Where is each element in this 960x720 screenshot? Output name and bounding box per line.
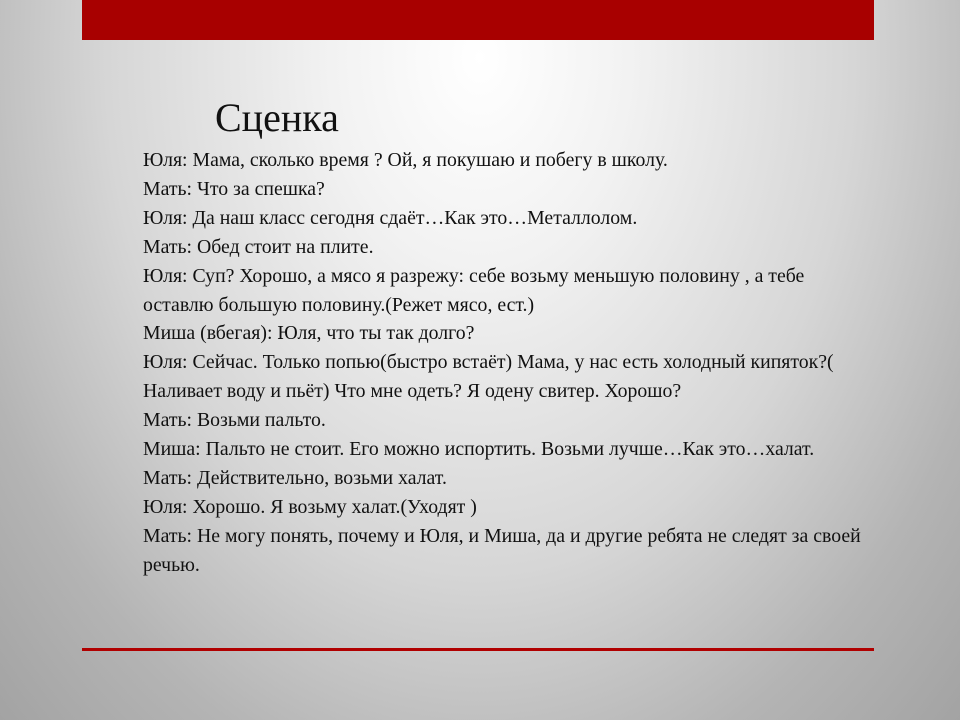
dialogue-line: Миша (вбегая): Юля, что ты так долго? (143, 322, 475, 345)
dialogue-line: Юля: Суп? Хорошо, а мясо я разрежу: себе возьму меньшую половину , а тебе оставлю большую половину.(Режет мясо, ест.) (143, 264, 805, 316)
top-accent-bar (82, 0, 874, 40)
dialogue-line: Юля: Да наш класс сегодня сдаёт…Как это…Металлолом. (143, 206, 638, 229)
dialogue-line: Мать: Не могу понять, почему и Юля, и Миша, да и другие ребята не следят за своей речью. (143, 524, 861, 576)
dialogue-line: Мать: Действительно, возьми халат. (143, 466, 447, 489)
dialogue-line: Миша: Пальто не стоит. Его можно испортить. Возьми лучше…Как это…халат. (143, 438, 815, 461)
dialogue-line: Мать: Обед стоит на плите. (143, 235, 374, 258)
dialogue-line: Мать: Возьми пальто. (143, 409, 326, 432)
dialogue-line: Юля: Хорошо. Я возьму халат.(Уходят ) (143, 495, 477, 518)
dialogue-line: Мать: Что за спешка? (143, 177, 325, 200)
bottom-divider (82, 648, 874, 651)
dialogue-line: Юля: Мама, сколько время ? Ой, я покушаю и побегу в школу. (143, 149, 668, 171)
dialogue-line: Юля: Сейчас. Только попью(быстро встаёт) Мама, у нас есть холодный кипяток?( Наливает воду и пьёт) Что мне одеть? Я одену свитер. Хорошо? (143, 351, 834, 403)
dialogue-text (143, 146, 878, 580)
slide-title: Сценка (215, 95, 339, 140)
